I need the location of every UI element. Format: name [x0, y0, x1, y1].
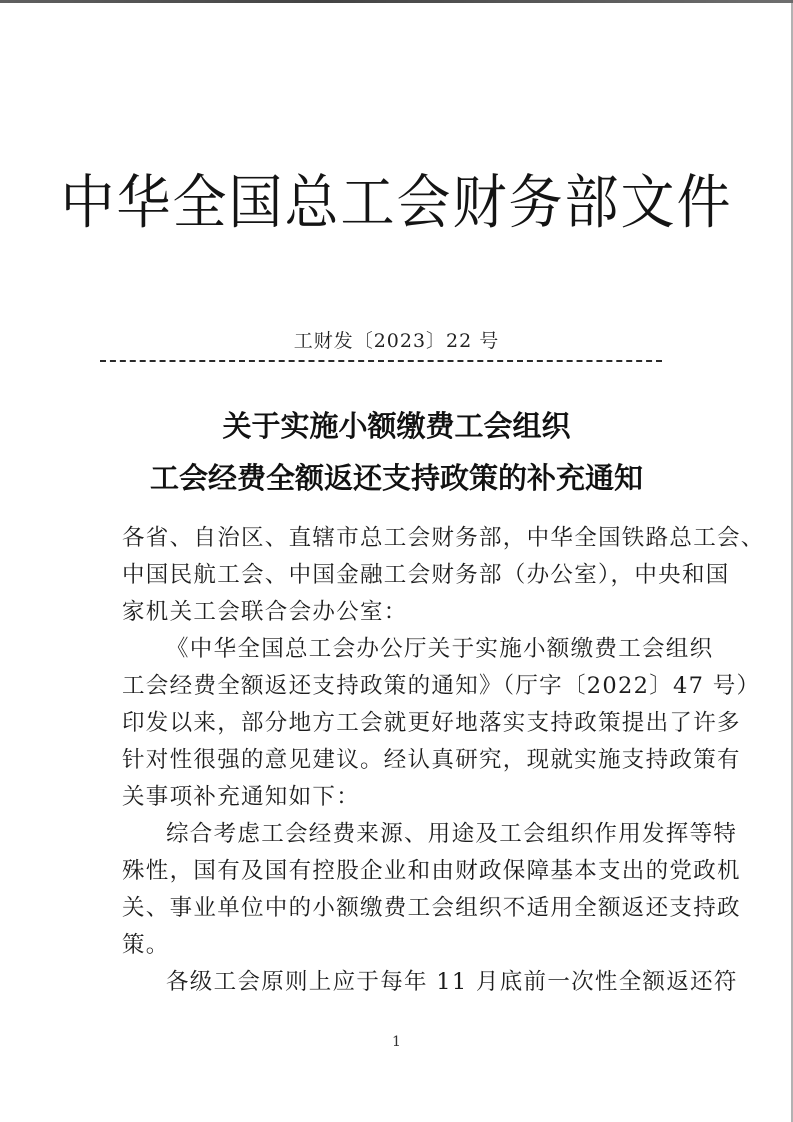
paragraph-1 — [122, 631, 761, 816]
paragraph-3 — [122, 964, 738, 1001]
body-line: 综合考虑工会经费来源、用途及工会组织作用发挥等特 — [166, 821, 738, 847]
body-line: 各省、自治区、直辖市总工会财务部，中华全国铁路总工会、 — [122, 525, 765, 551]
body-line: 策。 — [122, 932, 170, 958]
document-body — [122, 520, 765, 1001]
page-number: 1 — [392, 1034, 401, 1050]
body-line: 针对性很强的意见建议。经认真研究，现就实施支持政策有 — [122, 747, 741, 773]
document-number: 工财发〔2023〕22 号 — [293, 330, 500, 352]
body-line: 工会经费全额返还支持政策的通知》（厅字〔2022〕47 号） — [122, 673, 761, 699]
title-line-1: 关于实施小额缴费工会组织 — [222, 409, 571, 443]
body-line: 关、事业单位中的小额缴费工会组织不适用全额返还支持政 — [122, 895, 741, 921]
recipients-paragraph — [122, 520, 765, 631]
body-line: 家机关工会联合会办公室： — [122, 599, 408, 625]
paragraph-2 — [122, 816, 741, 964]
body-line: 印发以来，部分地方工会就更好地落实支持政策提出了许多 — [122, 710, 741, 736]
agency-header-title: 中华全国总工会财务部文件 — [60, 168, 733, 237]
scan-edge — [0, 0, 793, 3]
body-line: 《中华全国总工会办公厅关于实施小额缴费工会组织 — [166, 636, 714, 662]
header-separator-line — [100, 360, 662, 362]
body-line: 关事项补充通知如下： — [122, 784, 361, 810]
body-line: 各级工会原则上应于每年 11 月底前一次性全额返还符 — [166, 969, 738, 995]
title-line-2: 工会经费全额返还支持政策的补充通知 — [149, 461, 643, 495]
body-line: 殊性，国有及国有控股企业和由财政保障基本支出的党政机 — [122, 858, 741, 884]
document-title — [0, 400, 793, 504]
body-line: 中国民航工会、中国金融工会财务部（办公室），中央和国 — [122, 562, 730, 588]
